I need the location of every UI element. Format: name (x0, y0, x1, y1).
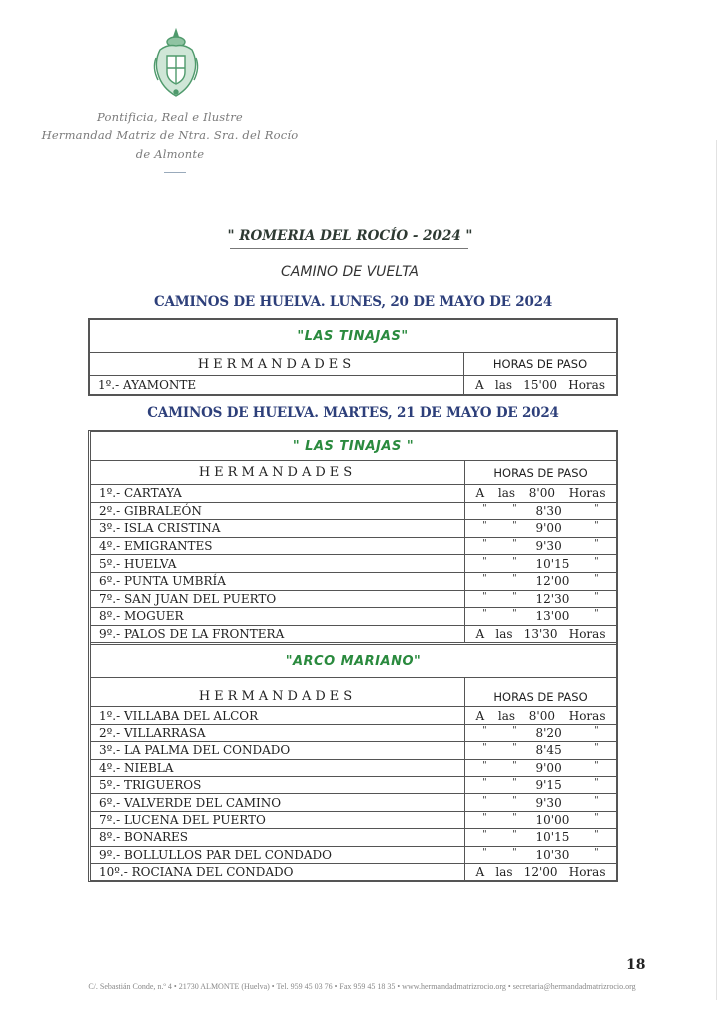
time-prefix: " (482, 812, 487, 823)
time-prefix: " (512, 539, 517, 550)
schedule-table (88, 430, 618, 882)
time-prefix: " (482, 743, 487, 754)
time-value: 8'00 (528, 486, 555, 501)
institution-line-2: Hermandad Matriz de Ntra. Sra. del Rocío (41, 128, 299, 142)
table-row (91, 811, 616, 828)
time-suffix: " (594, 795, 599, 806)
time-prefix: las (497, 486, 516, 501)
time-prefix: " (512, 725, 517, 736)
pass-time (465, 794, 616, 810)
schedule-table (88, 318, 618, 396)
section-title: "ARCO MARIANO" (91, 642, 616, 677)
hermandad-name: 6º.- PUNTA UMBRÍA (91, 573, 465, 590)
time-prefix: las (495, 627, 513, 642)
hermandad-name: 1º.- AYAMONTE (90, 376, 464, 394)
time-prefix: " (482, 725, 487, 736)
time-suffix: " (594, 743, 599, 754)
table-row (90, 375, 616, 394)
hermandad-name: 9º.- BOLLULLOS PAR DEL CONDADO (91, 847, 465, 863)
hermandad-name: 4º.- EMIGRANTES (91, 538, 465, 555)
time-prefix: " (482, 556, 487, 567)
hermandad-name: 3º.- ISLA CRISTINA (91, 520, 465, 537)
hermandad-name: 5º.- HUELVA (91, 555, 465, 572)
time-suffix: Horas (568, 865, 606, 880)
time-prefix: " (512, 743, 517, 754)
pass-time (465, 847, 616, 863)
table-row (91, 590, 616, 608)
time-prefix: " (482, 591, 487, 602)
table-row (91, 759, 616, 776)
table-row (91, 706, 616, 723)
time-prefix: " (512, 795, 517, 806)
time-prefix: " (512, 812, 517, 823)
hermandad-name: 5º.- TRIGUEROS (91, 777, 465, 793)
time-prefix: " (512, 556, 517, 567)
time-suffix: " (594, 591, 599, 602)
time-value: 12'30 (535, 591, 570, 606)
table-row (91, 793, 616, 810)
time-prefix: " (512, 609, 517, 620)
time-value: 12'00 (535, 574, 570, 589)
time-suffix: Horas (568, 708, 606, 723)
table-header-row (91, 460, 616, 484)
pass-time (464, 376, 616, 394)
pass-time (465, 591, 616, 608)
time-prefix: A (475, 378, 484, 392)
time-suffix: " (594, 556, 599, 567)
pass-time (465, 707, 616, 723)
time-suffix: " (594, 778, 599, 789)
time-suffix: " (594, 609, 599, 620)
document-title: " ROMERIA DEL ROCÍO - 2024 " (227, 228, 473, 244)
table-row (91, 554, 616, 572)
table-header-row (90, 352, 616, 375)
time-value: 10'15 (535, 830, 570, 845)
pass-time (465, 503, 616, 520)
time-prefix: " (482, 609, 487, 620)
time-prefix: A (475, 708, 485, 723)
pass-time (465, 829, 616, 845)
pass-time (465, 520, 616, 537)
hermandad-name: 7º.- LUCENA DEL PUERTO (91, 812, 465, 828)
table-row (91, 776, 616, 793)
time-prefix: " (482, 503, 487, 514)
coat-of-arms-icon (150, 28, 202, 100)
hermandad-name: 8º.- BONARES (91, 829, 465, 845)
time-prefix: " (482, 778, 487, 789)
column-header-hermandades: HERMANDADES (91, 678, 465, 706)
time-prefix: " (512, 847, 517, 858)
time-value: 8'20 (535, 725, 562, 740)
time-value: 12'00 (523, 865, 558, 880)
time-prefix: A (475, 486, 485, 501)
table-row (91, 863, 616, 880)
time-prefix: " (512, 521, 517, 532)
table-row (91, 846, 616, 863)
pass-time (465, 538, 616, 555)
pass-time (465, 864, 616, 880)
time-prefix: A (475, 865, 485, 880)
time-prefix: " (512, 778, 517, 789)
hermandad-name: 6º.- VALVERDE DEL CAMINO (91, 794, 465, 810)
hermandad-name: 10º.- ROCIANA DEL CONDADO (91, 864, 465, 880)
table-row (91, 724, 616, 741)
time-value: 10'30 (535, 847, 570, 862)
pass-time (465, 725, 616, 741)
time-value: 8'45 (535, 743, 562, 758)
institution-line-1: Pontificia, Real e Ilustre (97, 110, 243, 124)
table-row (91, 741, 616, 758)
time-suffix: Horas (568, 627, 606, 642)
pass-time (465, 608, 616, 625)
time-prefix: A (475, 627, 485, 642)
column-header-horas: HORAS DE PASO (493, 465, 588, 480)
time-value: 13'00 (535, 609, 570, 624)
time-prefix: " (512, 830, 517, 841)
time-value: 8'00 (528, 708, 555, 723)
hermandad-name: 3º.- LA PALMA DEL CONDADO (91, 742, 465, 758)
time-prefix: " (482, 539, 487, 550)
table-row (91, 607, 616, 625)
time-suffix: " (594, 725, 599, 736)
time-prefix: " (482, 847, 487, 858)
column-header-horas: HORAS DE PASO (493, 690, 588, 705)
table-row (91, 572, 616, 590)
column-header-horas: HORAS DE PASO (492, 357, 588, 371)
column-header-hermandades: HERMANDADES (91, 461, 465, 484)
pass-time (465, 573, 616, 590)
time-value: 10'00 (535, 812, 570, 827)
institution-line-3: de Almonte (135, 147, 205, 161)
time-value: 9'30 (535, 539, 562, 554)
section-title: "LAS TINAJAS" (297, 328, 409, 344)
table-row (91, 502, 616, 520)
time-suffix: " (594, 812, 599, 823)
pass-time (465, 626, 616, 643)
time-value: 9'15 (535, 778, 562, 793)
pass-time (465, 760, 616, 776)
time-prefix: " (512, 591, 517, 602)
time-value: 9'00 (535, 760, 562, 775)
time-value: 13'30 (523, 627, 558, 642)
footer-address: C/. Sebastián Conde, n.º 4 • 21730 ALMONTE (Huelva) • Tel. 959 45 03 76 • Fax 959 45 18 35 • www.hermandadmatrizrocio.org • secretaria@hermandadmatrizrocio.org (88, 982, 636, 991)
time-suffix: " (594, 847, 599, 858)
time-prefix: las (497, 708, 516, 723)
column-header-hermandades: HERMANDADES (90, 353, 464, 375)
time-value: 10'15 (535, 556, 570, 571)
time-prefix: " (482, 795, 487, 806)
time-prefix: " (512, 760, 517, 771)
time-prefix: las (495, 865, 513, 880)
time-prefix: las (494, 378, 513, 392)
hermandad-name: 8º.- MOGUER (91, 608, 465, 625)
time-suffix: " (594, 760, 599, 771)
table-header-row (91, 677, 616, 706)
time-suffix: Horas (568, 486, 606, 501)
time-suffix: " (594, 521, 599, 532)
pass-time (465, 742, 616, 758)
time-suffix: Horas (568, 378, 605, 392)
time-suffix: " (594, 539, 599, 550)
time-prefix: " (482, 521, 487, 532)
pass-time (465, 485, 616, 502)
letterhead-divider (164, 172, 186, 173)
hermandad-name: 1º.- CARTAYA (91, 485, 465, 502)
hermandad-name: 2º.- GIBRALEÓN (91, 503, 465, 520)
hermandad-name: 1º.- VILLABA DEL ALCOR (91, 707, 465, 723)
table-row (91, 519, 616, 537)
table-row (91, 537, 616, 555)
page-edge-line (716, 140, 717, 1000)
time-prefix: " (482, 830, 487, 841)
hermandad-name: 4º.- NIEBLA (91, 760, 465, 776)
day-heading: CAMINOS DE HUELVA. LUNES, 20 DE MAYO DE 2024 (153, 294, 553, 310)
time-value: 8'30 (535, 503, 562, 518)
time-prefix: " (512, 574, 517, 585)
pass-time (465, 555, 616, 572)
time-suffix: " (594, 503, 599, 514)
time-suffix: " (594, 830, 599, 841)
time-prefix: " (482, 760, 487, 771)
pass-time (465, 812, 616, 828)
hermandad-name: 9º.- PALOS DE LA FRONTERA (91, 626, 465, 643)
hermandad-name: 2º.- VILLARRASA (91, 725, 465, 741)
time-value: 9'00 (535, 521, 562, 536)
document-subtitle: CAMINO DE VUELTA (281, 264, 419, 280)
time-prefix: " (482, 574, 487, 585)
time-suffix: " (594, 574, 599, 585)
day-heading: CAMINOS DE HUELVA. MARTES, 21 DE MAYO DE 2024 (147, 405, 559, 421)
title-underline (230, 248, 468, 249)
hermandad-name: 7º.- SAN JUAN DEL PUERTO (91, 591, 465, 608)
table-row (91, 625, 616, 643)
section-title: " LAS TINAJAS " (292, 438, 415, 454)
pass-time (465, 777, 616, 793)
table-row (91, 828, 616, 845)
page-number: 18 (626, 957, 646, 973)
time-prefix: " (512, 503, 517, 514)
time-value: 15'00 (523, 378, 558, 392)
time-value: 9'30 (535, 795, 562, 810)
table-row (91, 484, 616, 502)
